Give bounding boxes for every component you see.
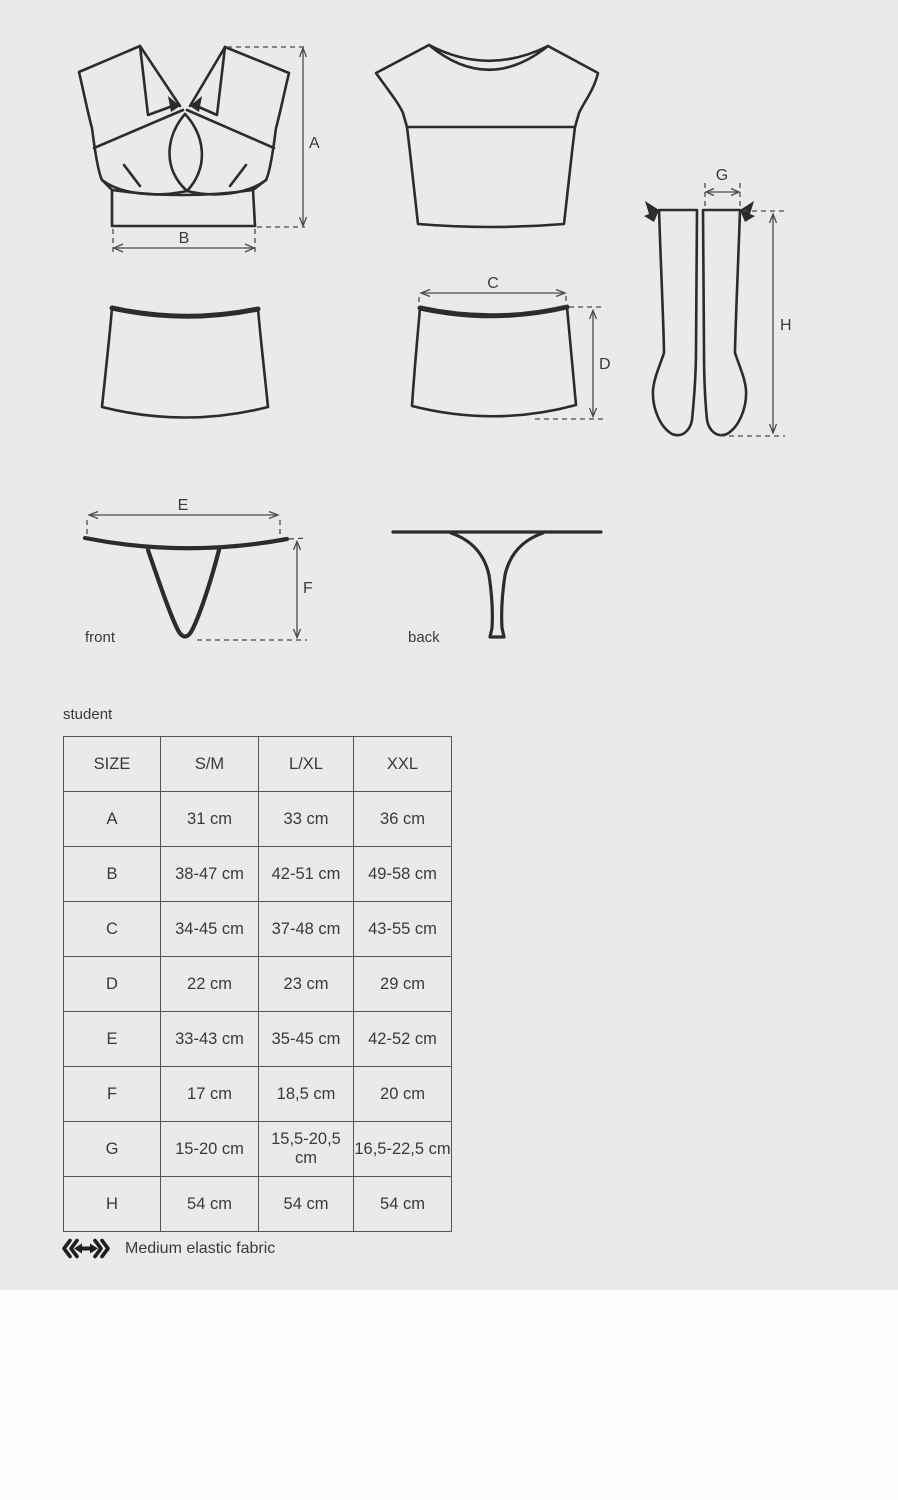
cell: 37-48 cm xyxy=(259,902,354,957)
skirt-back-outline xyxy=(412,307,576,416)
dim-g xyxy=(705,167,740,207)
cell: 15-20 cm xyxy=(161,1122,259,1177)
cell: 38-47 cm xyxy=(161,847,259,902)
table-title: student xyxy=(63,706,113,723)
dim-e xyxy=(87,497,280,537)
cell: 33 cm xyxy=(259,792,354,847)
col-header-sm: S/M xyxy=(161,737,259,792)
table-row-d xyxy=(64,957,452,1012)
dim-b xyxy=(113,229,255,254)
back-view-label: back xyxy=(408,629,440,646)
cell: 54 cm xyxy=(161,1177,259,1232)
cell: 31 cm xyxy=(161,792,259,847)
cell: 42-51 cm xyxy=(259,847,354,902)
croptop-front-outline xyxy=(79,46,289,226)
panties-front-diagram xyxy=(60,490,330,665)
cell: 54 cm xyxy=(259,1177,354,1232)
table-row-f xyxy=(64,1067,452,1122)
dim-label-c: C xyxy=(487,275,499,292)
col-header-lxl: L/XL xyxy=(259,737,354,792)
panties-front-outline xyxy=(85,538,287,637)
croptop-back-outline xyxy=(376,45,598,227)
cell: 42-52 cm xyxy=(354,1012,452,1067)
cell: 22 cm xyxy=(161,957,259,1012)
front-view-label: front xyxy=(85,629,116,646)
croptop-front-diagram xyxy=(60,30,330,265)
dim-label-g: G xyxy=(715,167,729,184)
cell: 33-43 cm xyxy=(161,1012,259,1067)
row-label: H xyxy=(64,1177,161,1232)
table-header-row xyxy=(64,737,452,792)
skirt-front-outline xyxy=(102,308,268,418)
cell: 29 cm xyxy=(354,957,452,1012)
row-label: E xyxy=(64,1012,161,1067)
cell: 16,5-22,5 cm xyxy=(354,1122,452,1177)
table-row-e xyxy=(64,1012,452,1067)
table-row-h xyxy=(64,1177,452,1232)
table-row-a xyxy=(64,792,452,847)
dim-f xyxy=(197,538,313,640)
cell: 15,5-20,5 cm xyxy=(259,1122,354,1177)
row-label: C xyxy=(64,902,161,957)
panties-back-diagram xyxy=(370,490,640,665)
row-label: G xyxy=(64,1122,161,1177)
row-label: F xyxy=(64,1067,161,1122)
table-row-g xyxy=(64,1122,452,1177)
cell: 36 cm xyxy=(354,792,452,847)
croptop-back-diagram xyxy=(370,30,610,230)
dim-label-a: A xyxy=(309,135,320,152)
bow-icon xyxy=(644,201,659,222)
dim-h xyxy=(720,211,792,436)
fabric-note-text: Medium elastic fabric xyxy=(125,1239,276,1257)
dim-label-f: F xyxy=(303,580,313,597)
cell: 43-55 cm xyxy=(354,902,452,957)
cell: 20 cm xyxy=(354,1067,452,1122)
row-label: B xyxy=(64,847,161,902)
fabric-note xyxy=(61,1237,275,1260)
table-row-c xyxy=(64,902,452,957)
cell: 54 cm xyxy=(354,1177,452,1232)
bow-knot-icon xyxy=(168,96,202,112)
size-table xyxy=(63,736,452,1232)
stockings-diagram xyxy=(630,150,820,450)
skirt-back-diagram xyxy=(400,270,630,435)
cell: 17 cm xyxy=(161,1067,259,1122)
cell: 49-58 cm xyxy=(354,847,452,902)
dim-label-h: H xyxy=(780,317,792,334)
dim-c xyxy=(419,275,566,307)
cell: 35-45 cm xyxy=(259,1012,354,1067)
dim-a xyxy=(227,47,320,227)
panties-back-outline xyxy=(393,532,601,637)
dim-label-e: E xyxy=(177,497,189,514)
cell: 18,5 cm xyxy=(259,1067,354,1122)
row-label: D xyxy=(64,957,161,1012)
skirt-front-diagram xyxy=(85,295,300,430)
dim-label-b: B xyxy=(178,230,190,247)
dim-label-d: D xyxy=(599,356,611,373)
cell: 34-45 cm xyxy=(161,902,259,957)
col-header-xxl: XXL xyxy=(354,737,452,792)
stocking-left-outline xyxy=(644,201,697,435)
col-header-size: SIZE xyxy=(64,737,161,792)
table-row-b xyxy=(64,847,452,902)
row-label: A xyxy=(64,792,161,847)
elastic-stretch-icon xyxy=(61,1237,111,1260)
stocking-right-outline xyxy=(703,201,755,435)
cell: 23 cm xyxy=(259,957,354,1012)
